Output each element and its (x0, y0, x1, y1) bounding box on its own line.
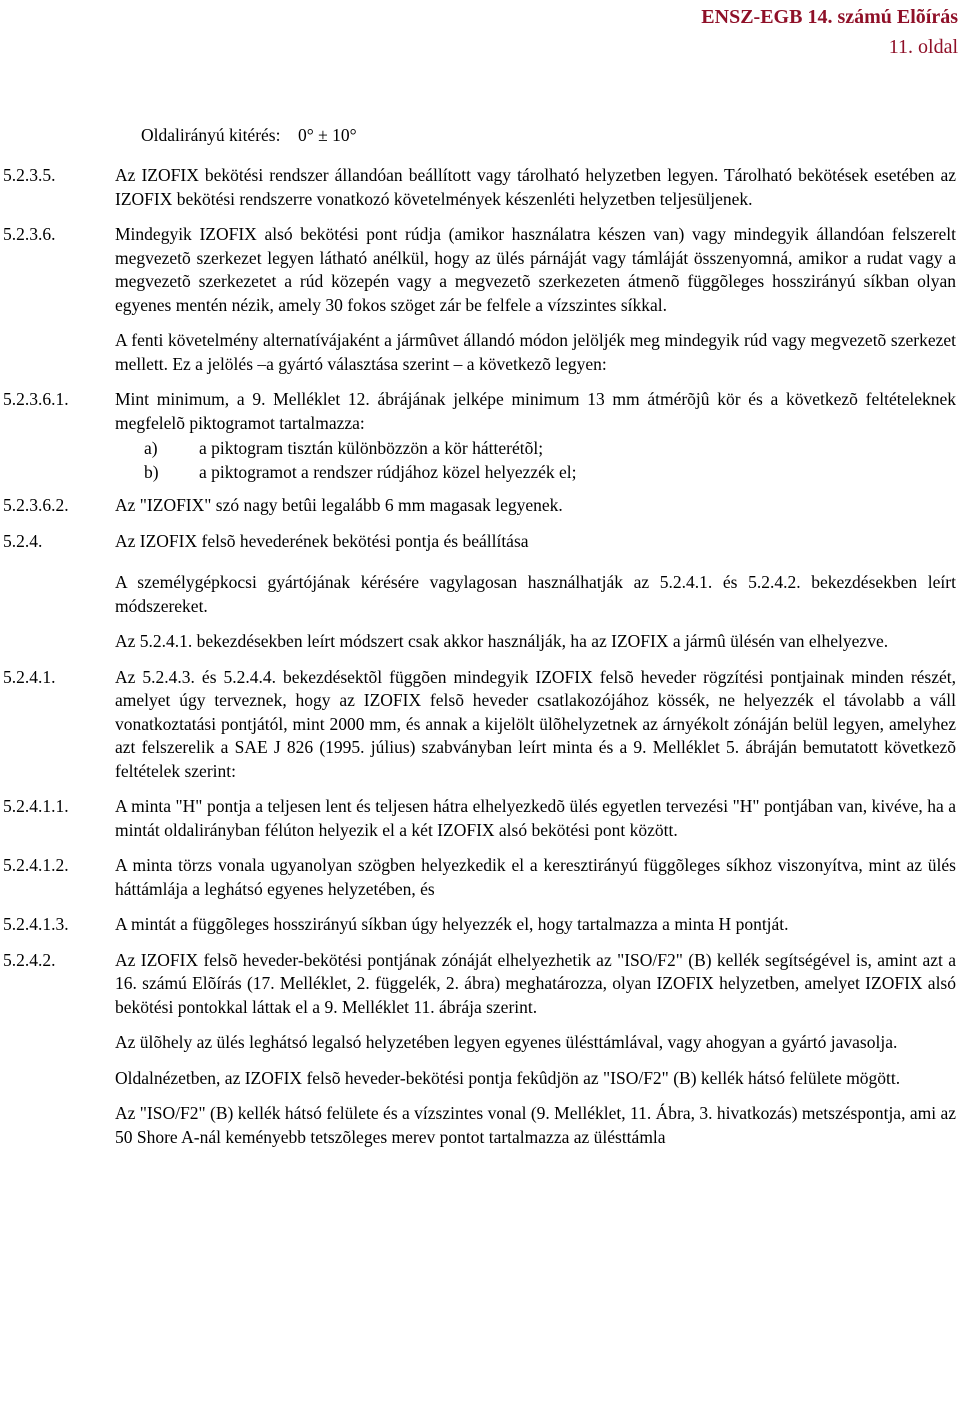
paragraph-text: Az 5.2.4.1. bekezdésekben leírt módszert csak akkor használják, ha az IZOFIX a jármû ülésén van elhelyezve. (115, 631, 889, 651)
list-item-label: a) (144, 438, 158, 458)
paragraph-text: Oldalnézetben, az IZOFIX felsõ heveder-bekötési pontja fekûdjön az "ISO/F2" (B) kellék hátsó felülete mögött. (115, 1067, 901, 1088)
paragraph (3, 571, 956, 618)
paragraph (3, 329, 956, 376)
list-item (115, 461, 956, 485)
page-number: 11. oldal (888, 36, 958, 58)
page-header (701, 2, 958, 62)
paragraph-text: A minta törzs vonala ugyanolyan szögben helyezkedik el a keresztirányú függõleges síkhoz viszonyítva, mint az ülés háttámlája a leghátsó egyenes helyzetében, és (115, 855, 956, 899)
paragraph-text: Az IZOFIX bekötési rendszer állandóan beállított vagy tárolható helyzetben legyen. Tárolható bekötések esetében az IZOFIX bekötési rendszerre vonatkozó követelmények készenléti helyzetben teljesüljenek. (115, 165, 956, 209)
paragraph-number: 5.2.3.5. (3, 165, 56, 185)
paragraph-text: A mintát a függõleges hosszirányú síkban úgy helyezzék el, hogy tartalmazza a minta H pontját. (115, 914, 789, 934)
paragraph-number (3, 571, 115, 618)
paragraph (3, 854, 956, 901)
document-title: ENSZ-EGB 14. számú Elõírás (701, 6, 958, 28)
paragraph-text: A minta "H" pontja a teljesen lent és teljesen hátra elhelyezkedõ ülés egyetlen tervezési "H" pontjában van, kivéve, ha a mintát oldalirányban félúton helyezik el a két IZOFIX alsó bekötési pont között. (115, 796, 956, 840)
paragraph-number (3, 1031, 115, 1055)
paragraph (3, 1102, 956, 1149)
paragraph-text: Az 5.2.4.3. és 5.2.4.4. bekezdésektõl függõen mindegyik IZOFIX felsõ heveder rögzítési pontjainak minden részét, amelyet úgy terveznek, hogy az IZOFIX felsõ heveder csatlakozójához kössék, ne helyezzék el távolabb a váll vonatkoztatási pontjától, mint 2000 mm, és annak a kijelölt ülõhelyzetnek az árnyékolt zónáján belül legyen, amelyhez azt felszerelik a SAE J 826 (1995. július) szabványban leírt minta és a 9. Melléklet 5. ábráján bemutatott következõ feltételek szerint: (115, 666, 956, 781)
list-item (115, 437, 956, 461)
paragraph (3, 494, 956, 518)
list-item-label: b) (144, 461, 159, 482)
paragraph-number (3, 630, 115, 654)
paragraph-text: Az "ISO/F2" (B) kellék hátsó felülete és a vízszintes vonal (9. Melléklet, 11. Ábra, 3. hivatkozás) metszéspontja, ami az 50 Shore A-nál keményebb tetszõleges merev pontot tartalmazza az ülésttámla (115, 1103, 956, 1147)
paragraph-number: 5.2.4.2. (3, 949, 56, 970)
paragraph-text: Az IZOFIX felsõ hevederének bekötési pontja és beállítása (115, 530, 529, 551)
paragraph (3, 223, 956, 317)
list-item-text: a piktogram tisztán különbözzön a kör hátterétõl; (199, 438, 544, 458)
paragraph-text: Mindegyik IZOFIX alsó bekötési pont rúdja (amikor használatra készen van) vagy mindegyik állandóan felszerelt megvezetõ szerkezet legyen látható anélkül, hogy az ülés párnáját vagy támláját összenyomná, amikor a rudat vagy a megvezetõ szerkezetet a rúd közepén vagy a megvezetõ szerkezeten átmenõ függõleges hosszirányú síkban olyan egyenes mentén nézik, amely 30 fokos szöget zár be felfele a vízszintes síkkal. (115, 224, 956, 315)
paragraph (3, 388, 956, 484)
paragraph-number (3, 1102, 115, 1149)
paragraph (3, 1031, 956, 1055)
paragraph (3, 630, 956, 654)
paragraph-number: 5.2.4.1.3. (3, 914, 69, 934)
document-body (3, 125, 956, 1161)
paragraph-number (3, 329, 115, 376)
paragraph-text: Az "IZOFIX" szó nagy betûi legalább 6 mm magasak legyenek. (115, 495, 563, 515)
paragraph-text: A fenti követelmény alternatívájaként a jármûvet állandó módon jelöljék meg mindegyik rúd vagy megvezetõ szerkezet mellett. Ez a jelölés –a gyártó választása szerint – a következõ legyen: (115, 330, 956, 374)
sublist (115, 437, 956, 484)
paragraph-text: Mint minimum, a 9. Melléklet 12. ábrájának jelképe minimum 13 mm átmérõjû kör és a következõ feltételeknek megfelelõ piktogramot tartalmazza: (115, 389, 956, 433)
paragraph-number: 5.2.3.6.1. (3, 389, 69, 409)
paragraph-text: A személygépkocsi gyártójának kérésére vagylagosan használhatják az 5.2.4.1. és 5.2.4.2. bekezdésekben leírt módszereket. (115, 572, 956, 616)
paragraph-number: 5.2.4.1.2. (3, 855, 69, 875)
paragraph-text: Az ülõhely az ülés leghátsó legalsó helyzetében legyen egyenes ülésttámlával, vagy ahogyan a gyártó javasolja. (115, 1032, 898, 1052)
paragraph-number: 5.2.4.1.1. (3, 796, 69, 816)
intro-line: Oldalirányú kitérés: 0° ± 10° (141, 125, 357, 145)
paragraph-number: 5.2.3.6. (3, 224, 56, 244)
list-item-text: a piktogramot a rendszer rúdjához közel helyezzék el; (199, 461, 577, 482)
paragraph (3, 666, 956, 784)
paragraph-text: Az IZOFIX felsõ heveder-bekötési pontjának zónáját elhelyezhetik az "ISO/F2" (B) kellék segítségével is, amint azt a 16. számú Elõírás (17. Melléklet, 2. függelék, 2. ábra) meghatározza, olyan IZOFIX helyzetben, amelyet IZOFIX alsó bekötési pontokkal láttak el a 9. Melléklet 11. ábrája szerint. (115, 949, 956, 1017)
paragraph (3, 164, 956, 211)
paragraph (3, 913, 956, 937)
paragraph (3, 795, 956, 842)
paragraph (3, 1067, 956, 1091)
paragraph-number: 5.2.4.1. (3, 666, 56, 687)
paragraph-number: 5.2.3.6.2. (3, 495, 69, 515)
paragraph (3, 949, 956, 1020)
paragraph-number (3, 1067, 115, 1091)
paragraph-number: 5.2.4. (3, 530, 43, 551)
paragraph (3, 530, 956, 554)
